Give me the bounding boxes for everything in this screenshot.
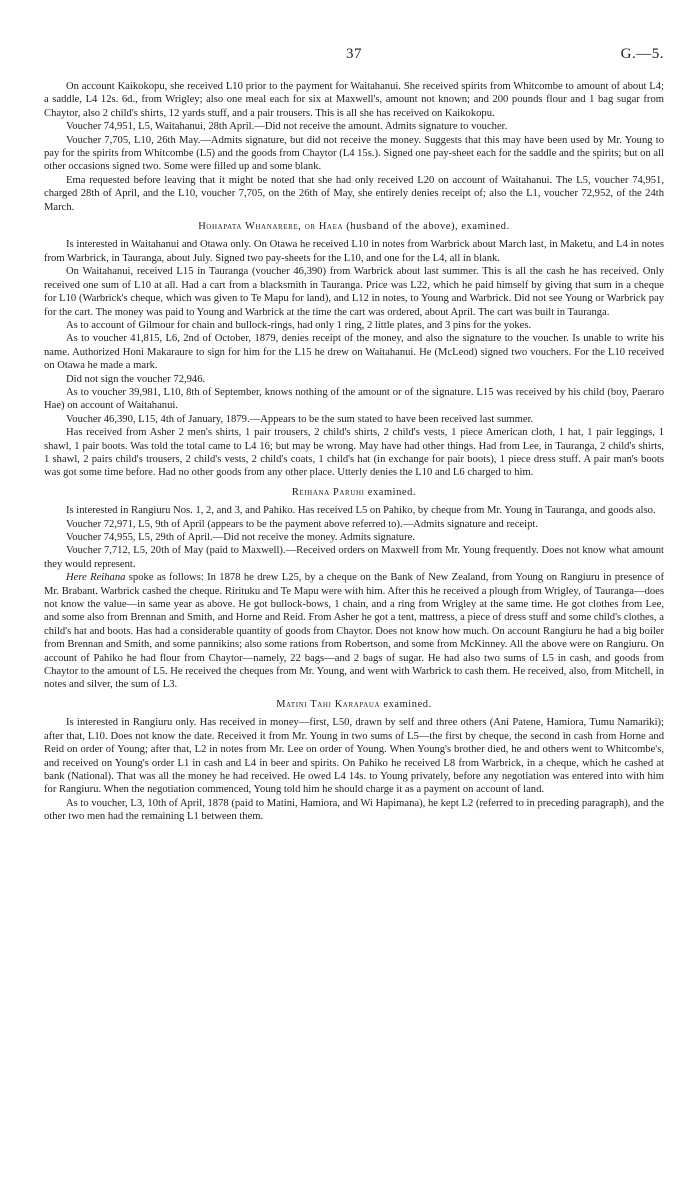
paragraph: As to account of Gilmour for chain and bullock-rings, had only 1 ring, 2 little plates, and 3 pins for the yokes. — [66, 319, 532, 331]
section-heading — [44, 220, 664, 233]
section-reihana — [44, 486, 664, 692]
witness-name: Reihana Paruhi — [291, 486, 365, 498]
paragraph: On account Kaikokopu, she received L10 prior to the payment for Waitahanui. She received spirits from Whitcombe to amount of about L4; a saddle, L4 12s. 6d., from Wrigley; also one meal each for six at Maxwell's, amount not known; and 200 pounds flour and 1 bag sugar from Chaytor, also 2 child's shirts, 12 yards stuff, and a pair trousers. This is all she has received on Kaikokopu. — [44, 81, 664, 119]
paragraph: Voucher 74,951, L5, Waitahanui, 28th April.—Did not receive the amount. Admits signature to voucher. — [66, 121, 508, 133]
paragraph: Voucher 74,955, L5, 29th of April.—Did not receive the money. Admits signature. — [66, 532, 415, 543]
section-hohapata — [44, 220, 664, 480]
paragraph: Is interested in Waitahanui and Otawa only. On Otawa he received L10 in notes from Warbrick about March last, in Maketu, and L4 in notes from Warbrick, in Tauranga, about July. Signed two pay-sheets for the L10, and one for the L4, all in blank. — [44, 239, 664, 264]
page-header — [44, 48, 664, 72]
section-heading — [44, 698, 664, 711]
paragraph: Is interested in Rangiuru Nos. 1, 2, and 3, and Pahiko. Has received L5 on Pahiko, by cheque from Mr. Young in Tauranga, and goods also. — [66, 505, 656, 517]
paragraph: Voucher 7,712, L5, 20th of May (paid to Maxwell).—Received orders on Maxwell from Mr. Young frequently. Does not know what amount they would represent. — [44, 545, 664, 570]
section-ema-continued — [44, 80, 664, 214]
heading-rest: (husband of the above), examined. — [343, 221, 510, 233]
paragraph: Voucher 7,705, L10, 26th May.—Admits signature, but did not receive the money. Suggests that this may have been used by Mr. Young to pay for the spirits from Whitcombe (L5) and the goods from Chaytor (L4 15s.). Signed one pay-sheet each for the saddle and the spirits; but on all other occasions signed two. Some were filled up and some blank. — [44, 134, 664, 173]
paragraph: Voucher 46,390, L15, 4th of January, 1879.—Appears to be the sum stated to have been received last summer. — [66, 413, 534, 425]
section-heading — [44, 486, 664, 499]
paragraph: As to voucher 39,981, L10, 8th of September, knows nothing of the amount or of the signature. L15 was received by his child (boy, Paeraro Hae) on account of Waitahanui. — [44, 386, 664, 412]
paragraph — [44, 571, 664, 692]
paragraph: Ema requested before leaving that it might be noted that she had only received L20 on account of Waitahanui. The L5, voucher 74,951, charged 28th of April, and the L10, voucher 7,705, on the 26th of May, she entirely denies receipt of; also the L1, voucher 72,952, of the 24th March. — [44, 174, 664, 213]
heading-rest: examined. — [380, 698, 432, 710]
statement-label: Here Reihana — [66, 572, 126, 584]
statement-text: spoke as follows: In 1878 he drew L25, by a cheque on the Bank of New Zealand, from Young on Rangiuru in presence of Mr. Brabant. Warbrick cashed the cheque. Rirituku and Te Mapu were with him. After this he received a plough from Wrigley, of Tauranga—does not know the value—in same year as above. He got bullock-bows, 1 chain, and a ring from Wrigley at the same time. He got clothes from Lee, and some also from Brennan and Smith, and Horne and Reid. From Asher he got a tent, mattress, a piece of dress stuff and some child's clothes, a child's hat and boots. Has had a considerable quantity of goods from Chaytor. Does not know how much. On account Rangiuru he had a big boiler from Brennan and Smith, and some pannikins; also some rations from Robertson, and some from McKinney. All the above were on Rangiuru. On account of Pahiko he had flour from Chaytor—namely, 22 bags—and 2 bags of sugar. He had also two sums of L5 in cash, and goods from Chaytor to the amount of L5. He received the cheques from Mr. Young, and went with Warbrick to cash them. He received, also, from Mitchell, in notes and silver, the sum of L3. — [44, 572, 664, 691]
page-number: 37 — [346, 46, 362, 62]
document-reference: G.—5. — [620, 46, 664, 62]
paragraph: Voucher 72,971, L5, 9th of April (appears to be the payment above referred to).—Admits signature and receipt. — [66, 518, 538, 530]
heading-rest: examined. — [364, 486, 417, 498]
paragraph: As to voucher, L3, 10th of April, 1878 (paid to Matini, Hamiora, and Wi Hapimana), he kept L2 (referred to in preceding paragraph), and the other two men had the remaining L1 between them. — [44, 797, 664, 823]
paragraph: Did not sign the voucher 72,946. — [66, 373, 206, 385]
witness-name: Matini Tahi Karapaua — [276, 698, 381, 710]
paragraph: Has received from Asher 2 men's shirts, 1 pair trousers, 2 child's shirts, 2 child's vests, 1 piece American cloth, 1 hat, 1 pair leggings, 1 shawl, 1 pair boots. Was told the total came to L4 16; but may be wrong. May have had other things. Had from Lee, in Tauranga, 2 child's shirts, 1 shawl, 2 pairs child's trousers, 2 child's vests, 2 child's coats, 1 child's hat (in exchange for pair boots), 1 piece dress stuff. A pair man's boots was got some time before. Had no other goods from any other place. Utterly denies the L10 and L6 charged to him. — [44, 427, 664, 479]
paragraph: Is interested in Rangiuru only. Has received in money—first, L50, drawn by self and three others (Ani Patene, Hamiora, Tumu Namariki); after that, L10. Does not know the date. Received it from Mr. Young in two sums of L5—the first by cheque, the second in cash from Horne and Reid on order of Young; after that, L2 in notes from Mr. Lee on order of Young. When Young's brother died, he and others went to Whitcombe's, and received on Young's order L1 in cash and L4 in beer and spirits. On Pahiko he received L8 from Warbrick, in a cheque, which he cashed at bank (National). That was all the money he had received. He owed L4 14s. to Young privately, before any negotiation was entered into with him for Rangiuru. When the negotiation commenced, Young told him he should charge it as a payment on account of land. — [44, 717, 664, 796]
witness-name: Hohapata Whanarere, or Haea — [198, 221, 344, 233]
paragraph: As to voucher 41,815, L6, 2nd of October, 1879, denies receipt of the money, and also the signature to the voucher. Is unable to write his name. Authorized Honi Makaraure to sign for him for the L15 he drew on Waitahanui. He (McLeod) signed two vouchers. For the L10 received on Otawa he made a mark. — [44, 333, 664, 372]
section-matini — [44, 698, 664, 824]
paragraph: On Waitahanui, received L15 in Tauranga (voucher 46,390) from Warbrick about last summer. This is all the cash he has received. Only received one sum of L10 at all. Had a cart from a blacksmith in Tauranga. Price was L22, which he paid himself by giving that sum in a cheque for L10 (Warbrick's cheque, which was given to Te Mapu for land), and L12 in notes, to Young and Warbrick. Did not see Young or Warbrick pay for the cart. The money was paid to Young and Warbrick at the time the cart was ordered, about April. The cart was built in Tauranga. — [44, 266, 664, 318]
